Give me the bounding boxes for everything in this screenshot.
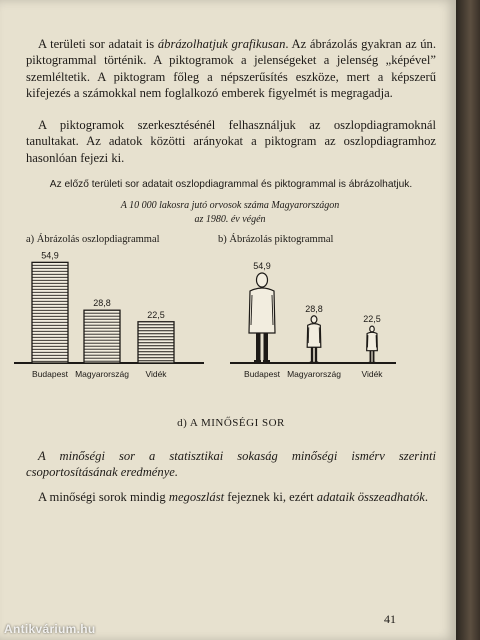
bar-vidék — [138, 322, 174, 363]
doctor-shoe — [263, 360, 270, 363]
text-run: A minőségi sor a statisztikai sokaság minőségi ismérv szerinti csoportosításának eredménye. — [26, 449, 436, 480]
doctor-leg — [311, 347, 313, 362]
text-run: A területi sor adatait is — [38, 37, 158, 51]
bar-value-label: 54,9 — [41, 250, 59, 261]
pictogram-category-label: Budapest — [244, 369, 280, 379]
doctor-coat — [367, 332, 378, 350]
doctor-coat — [307, 324, 321, 348]
bar-chart — [8, 248, 208, 388]
bar-value-label: 22,5 — [147, 309, 165, 320]
bar-budapest — [32, 262, 68, 363]
figure-caption: Az előző területi sor adatait oszlopdiagrammal és piktogrammal is ábrázolhatjuk. — [49, 179, 413, 190]
doctor-shoe — [372, 362, 375, 363]
doctor-shoe — [369, 362, 372, 363]
page-number: 41 — [384, 612, 396, 626]
doctor-leg — [256, 333, 261, 361]
pictogram-value-label: 54,9 — [253, 261, 271, 271]
figure-subtitle — [60, 199, 400, 227]
paragraph-pictogram-construction: A piktogramok szerkesztésénél felhasználjuk az oszlopdiagramoknál tanultakat. Az adatok közötti arányokat a piktogram az oszlopdiagramhoz hasonlóan fejezi ki. — [26, 118, 436, 165]
pictogram-category-label: Magyarország — [287, 369, 341, 379]
bar-magyarország — [84, 310, 120, 363]
paragraph-quality-series-definition — [26, 448, 436, 481]
text-run: fejeznek ki, ezért — [224, 490, 317, 504]
text-run: ábrázolhatjuk grafikusan — [157, 37, 286, 51]
pictogram-category-label: Vidék — [361, 369, 383, 379]
doctor-head — [311, 316, 317, 323]
doctor-leg — [370, 351, 372, 362]
doctor-shoe — [315, 361, 319, 363]
doctor-figure-icon — [249, 273, 275, 363]
doctor-head — [257, 273, 268, 287]
doctor-shoe — [254, 360, 261, 363]
figure-subtitle-line-1: A 10 000 lakosra jutó orvosok száma Magyarországon — [120, 200, 340, 211]
text-run: A minőségi sorok mindig — [38, 490, 169, 504]
figure-subtitle-line-2: az 1980. év végén — [194, 214, 266, 225]
text-run: . — [424, 490, 429, 504]
pictogram-value-label: 22,5 — [363, 314, 381, 325]
doctor-head — [370, 326, 375, 332]
pictogram-value-label: 28,8 — [305, 303, 323, 314]
section-heading: d) A MINŐSÉGI SOR — [177, 417, 285, 429]
bar-category-label: Magyarország — [75, 369, 129, 379]
pictogram-chart — [224, 248, 424, 388]
doctor-figure-icon — [307, 316, 321, 363]
doctor-arm — [319, 327, 320, 343]
bar-category-label: Budapest — [32, 369, 68, 379]
panel-a-label: a) Ábrázolás oszlopdiagrammal — [26, 234, 160, 245]
paragraph-graphic-representation — [26, 36, 436, 101]
book-spine — [456, 0, 480, 640]
bar-value-label: 28,8 — [93, 298, 111, 309]
doctor-shoe — [310, 361, 314, 363]
doctor-leg — [264, 333, 269, 361]
text-run: . Az ábrázolás gyakran az ún. piktogrammal történik. A piktogramok a jelenségeket a jelenség „képével” szemléltetik. A piktogram főleg a népszerűsítés eszköze, mert a képszerű kifejezés a számokkal nem foglalkozó emberek figyelmét is megragadja. — [26, 37, 436, 100]
watermark: Antikvárium.hu — [4, 622, 96, 636]
panel-b-label: b) Ábrázolás piktogrammal — [218, 234, 334, 245]
doctor-figure-icon — [367, 326, 378, 363]
doctor-leg — [315, 347, 317, 362]
doctor-leg — [373, 351, 375, 362]
doctor-coat — [249, 288, 275, 333]
paragraph-quality-series-distribution — [26, 489, 436, 505]
text-run: adataik összeadhatók — [316, 490, 425, 504]
text-run: megoszlást — [168, 490, 225, 504]
doctor-arm — [308, 327, 309, 343]
bar-category-label: Vidék — [145, 369, 167, 379]
